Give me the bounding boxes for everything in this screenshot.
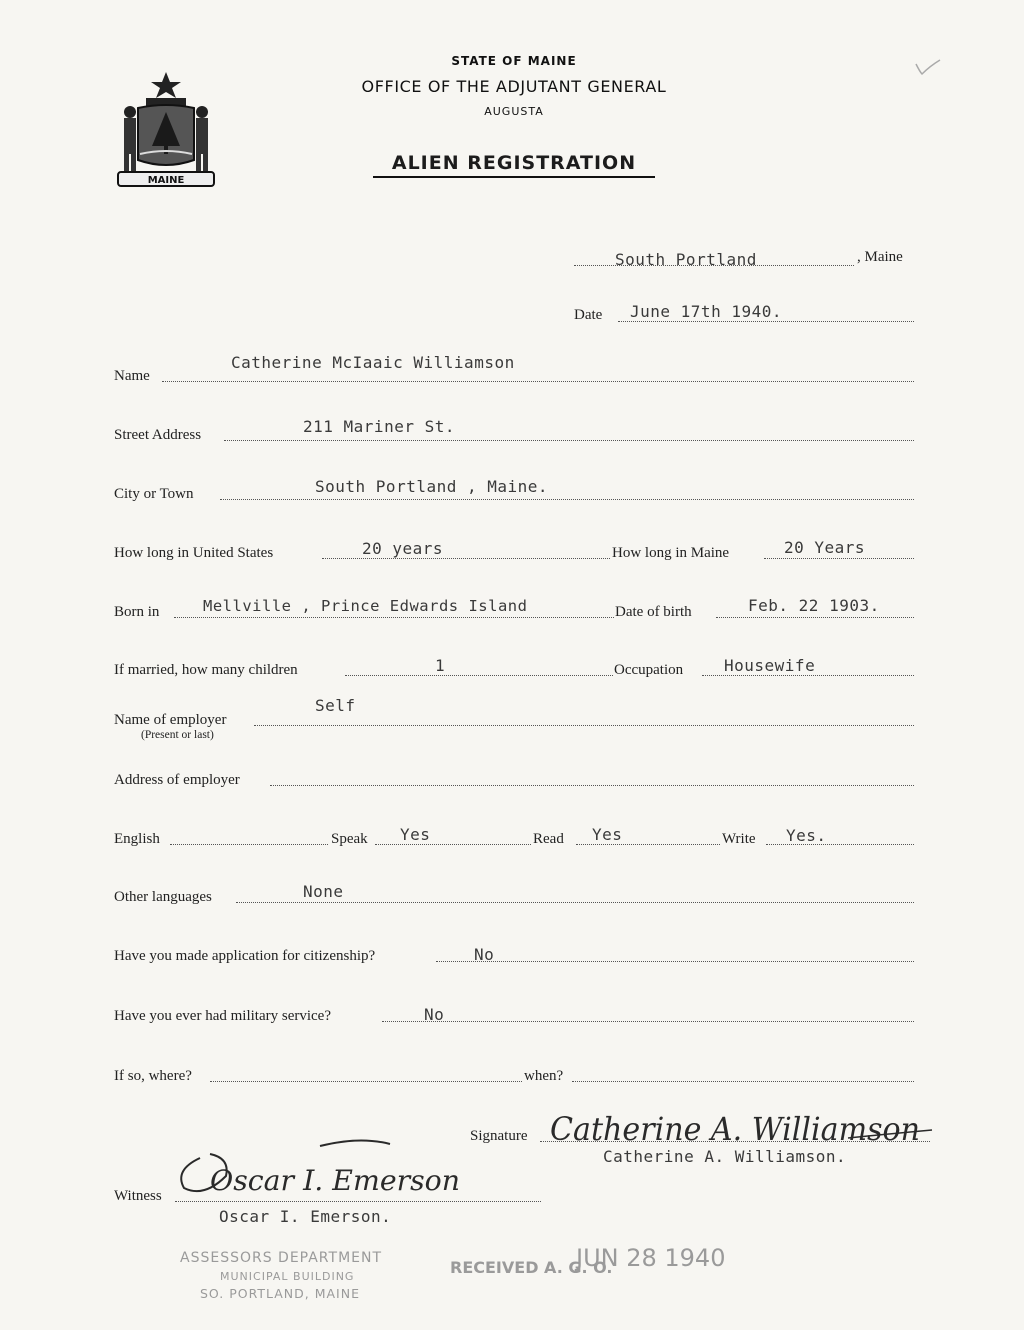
received-stamp: RECEIVED A. G. O.	[450, 1258, 613, 1277]
header-city: AUGUSTA	[484, 105, 544, 118]
write-label: Write	[722, 831, 756, 847]
signature-label: Signature	[470, 1128, 528, 1144]
street-label: Street Address	[114, 427, 202, 443]
employer-address-label: Address of employer	[114, 772, 240, 788]
name-label: Name	[114, 368, 150, 384]
speak-label: Speak	[331, 831, 368, 847]
dotted-line	[174, 617, 614, 618]
street-value: 211 Mariner St.	[303, 417, 455, 436]
city-value: South Portland , Maine.	[315, 477, 549, 496]
dotted-line	[382, 1021, 914, 1022]
other-languages-label: Other languages	[114, 889, 212, 905]
other-languages-value: None	[303, 882, 344, 901]
write-value: Yes.	[786, 826, 827, 845]
dotted-line	[716, 617, 914, 618]
header-office: OFFICE OF THE ADJUTANT GENERAL	[361, 77, 667, 96]
english-label: English	[114, 831, 160, 847]
employer-sublabel: (Present or last)	[141, 729, 214, 741]
location-town: South Portland	[615, 250, 757, 269]
read-label: Read	[533, 831, 564, 847]
date-value: June 17th 1940.	[630, 302, 782, 321]
maine-duration-label: How long in Maine	[612, 545, 730, 561]
assessors-stamp-line1: ASSESSORS DEPARTMENT	[180, 1250, 383, 1266]
dotted-line	[236, 902, 914, 903]
dotted-line	[220, 499, 914, 500]
employer-value: Self	[315, 696, 356, 715]
dob-label: Date of birth	[615, 604, 692, 620]
assessors-stamp-line2: MUNICIPAL BUILDING	[220, 1270, 355, 1283]
dotted-line	[702, 675, 914, 676]
dotted-line	[345, 675, 613, 676]
occupation-value: Housewife	[724, 656, 816, 675]
us-duration-label: How long in United States	[114, 545, 274, 561]
dob-value: Feb. 22 1903.	[748, 596, 880, 615]
witness-label: Witness	[114, 1188, 162, 1204]
location-state-label: , Maine	[857, 249, 903, 265]
header-state: STATE OF MAINE	[451, 54, 577, 68]
city-label: City or Town	[114, 486, 194, 502]
born-label: Born in	[114, 604, 160, 620]
employer-label: Name of employer	[114, 712, 227, 728]
speak-value: Yes	[400, 825, 431, 844]
witness-signature	[170, 1136, 470, 1208]
dotted-line	[764, 558, 914, 559]
occupation-label: Occupation	[614, 662, 684, 678]
date-label: Date	[574, 307, 603, 323]
witness-typed: Oscar I. Emerson.	[219, 1207, 392, 1226]
citizenship-value: No	[474, 945, 495, 964]
dotted-line	[436, 961, 914, 962]
dotted-line	[270, 785, 914, 786]
us-duration-value: 20 years	[362, 539, 444, 558]
dotted-line	[162, 381, 914, 382]
children-value: 1	[435, 656, 446, 675]
page-title: ALIEN REGISTRATION	[373, 152, 655, 178]
dotted-line	[572, 1081, 914, 1082]
dotted-line	[210, 1081, 522, 1082]
assessors-stamp-line3: SO. PORTLAND, MAINE	[200, 1286, 360, 1301]
when-label: when?	[524, 1068, 564, 1084]
applicant-signature-text: Catherine A. Williamson	[550, 1110, 920, 1148]
read-value: Yes	[592, 825, 623, 844]
military-label: Have you ever had military service?	[114, 1008, 331, 1024]
military-value: No	[424, 1005, 445, 1024]
dotted-line	[375, 844, 531, 845]
born-value: Mellville , Prince Edwards Island	[203, 597, 528, 615]
children-label: If married, how many children	[114, 662, 298, 678]
dotted-line	[254, 725, 914, 726]
seal-banner-text: MAINE	[147, 175, 185, 186]
signature-typed: Catherine A. Williamson.	[603, 1147, 847, 1166]
dotted-line	[576, 844, 720, 845]
citizenship-label: Have you made application for citizenship?	[114, 948, 376, 964]
witness-signature-text: Oscar I. Emerson	[210, 1164, 460, 1197]
dotted-line	[170, 844, 328, 845]
name-value: Catherine McIaaic Williamson	[231, 353, 515, 372]
received-stamp-date: JUN 28 1940	[576, 1244, 726, 1272]
maine-duration-value: 20 Years	[784, 538, 866, 557]
dotted-line	[224, 440, 914, 441]
where-label: If so, where?	[114, 1068, 192, 1084]
dotted-line	[618, 321, 914, 322]
dotted-line	[322, 558, 610, 559]
